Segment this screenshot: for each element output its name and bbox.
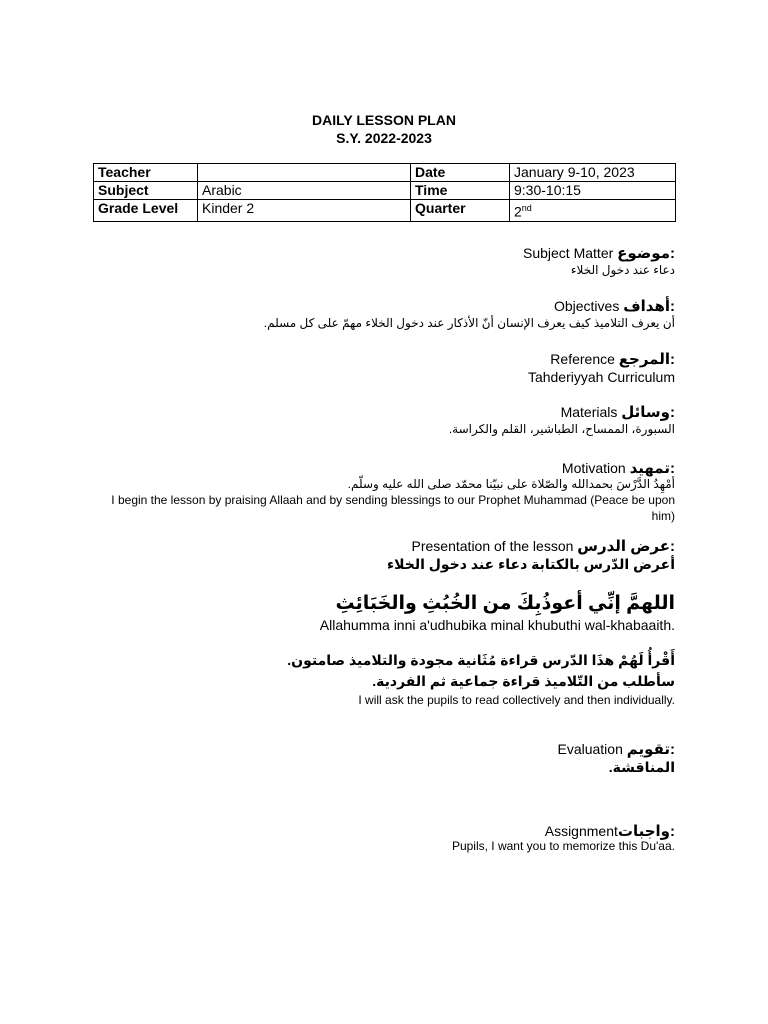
- time-value: 9:30-10:15: [510, 182, 676, 200]
- materials-heading: [561, 403, 675, 421]
- quarter-label: Quarter: [411, 200, 510, 222]
- subject-matter-content: دعاء عند دخول الخلاء: [570, 263, 675, 277]
- motivation-heading: [562, 459, 675, 477]
- time-label: Time: [411, 182, 510, 200]
- evaluation-label-ar: تقويم:: [626, 741, 675, 758]
- motivation-content-en: I begin the lesson by praising Allaah and by sending blessings to our Prophet Muhammad (Peace be upon him): [111, 493, 675, 523]
- presentation-label-ar: عرض الدرس:: [577, 538, 675, 555]
- table-row: [94, 200, 676, 222]
- presentation-step-en: I will ask the pupils to read collectively and then individually.: [358, 693, 675, 707]
- quarter-suffix: nd: [521, 203, 532, 213]
- motivation-label-ar: تمهيد:: [629, 460, 675, 477]
- assignment-content: Pupils, I want you to memorize this Du'aa.: [451, 839, 675, 853]
- assignment-label-ar: واجبات:: [617, 823, 675, 840]
- info-table: [93, 163, 676, 222]
- evaluation-content: المناقشة.: [608, 759, 675, 775]
- objectives-heading: [554, 297, 675, 315]
- quarter-value: [510, 200, 676, 222]
- grade-level-value: Kinder 2: [198, 200, 411, 222]
- assignment-label-en: Assignment: [544, 823, 618, 839]
- table-row: [94, 182, 676, 200]
- school-year: S.Y. 2022-2023: [336, 130, 432, 146]
- materials-content: السبورة، الممساح، الطباشير، القلم والكراسة.: [448, 422, 675, 436]
- objectives-label-en: Objectives: [553, 298, 624, 314]
- presentation-content-ar: أعرض الدّرس بالكتابة دعاء عند دخول الخلاء: [386, 556, 675, 572]
- document-title: DAILY LESSON PLAN: [312, 112, 456, 128]
- motivation-content-ar: أمْهِدُ الدَّرْسَ بحمدالله والصّلاة على نبيّنا محمّد صلى الله عليه وسلّم.: [347, 477, 675, 491]
- assignment-heading: [545, 822, 675, 840]
- date-value: January 9-10, 2023: [510, 164, 676, 182]
- materials-label-ar: وسائل:: [621, 404, 675, 421]
- subject-matter-label-en: Subject Matter: [523, 245, 618, 261]
- subject-matter-heading: [523, 244, 675, 262]
- teacher-value: [198, 164, 411, 182]
- presentation-label-en: Presentation of the lesson: [411, 538, 578, 554]
- evaluation-label-en: Evaluation: [557, 741, 627, 757]
- date-label: Date: [411, 164, 510, 182]
- dua-transliteration: Allahumma inni a'udhubika minal khubuthi wal-khabaaith.: [319, 617, 675, 633]
- grade-level-label: Grade Level: [94, 200, 198, 222]
- presentation-step2-ar: سأطلب من التّلاميذ قراءة جماعية ثم الفردية.: [372, 673, 675, 689]
- objectives-label-ar: أهداف:: [623, 298, 675, 315]
- reference-heading: [550, 350, 675, 368]
- presentation-heading: [412, 537, 675, 555]
- subject-value: Arabic: [198, 182, 411, 200]
- reference-content: Tahderiyyah Curriculum: [527, 369, 675, 385]
- dua-arabic: اللهمَّ إنِّي أعوذُبِكَ من الخُبُثِ والخَبَائِثِ: [335, 593, 675, 614]
- motivation-label-en: Motivation: [561, 460, 630, 476]
- teacher-label: Teacher: [94, 164, 198, 182]
- reference-label-ar: المرجع:: [618, 351, 675, 368]
- evaluation-heading: [557, 740, 675, 758]
- table-row: [94, 164, 676, 182]
- reference-label-en: Reference: [550, 351, 619, 367]
- quarter-number: 2: [514, 203, 522, 220]
- presentation-step1-ar: أَقْرأُ لَهُمْ هذَا الدّرس قراءة مُثَانية مجودة والتلاميذ صامتون.: [287, 652, 675, 668]
- subject-matter-label-ar: موضوع:: [617, 245, 675, 262]
- objectives-content: أن يعرف التلاميذ كيف يعرف الإنسان أنّ الأذكار عند دخول الخلاء مهمّ على كل مسلم.: [263, 316, 675, 330]
- materials-label-en: Materials: [560, 404, 622, 420]
- subject-label: Subject: [94, 182, 198, 200]
